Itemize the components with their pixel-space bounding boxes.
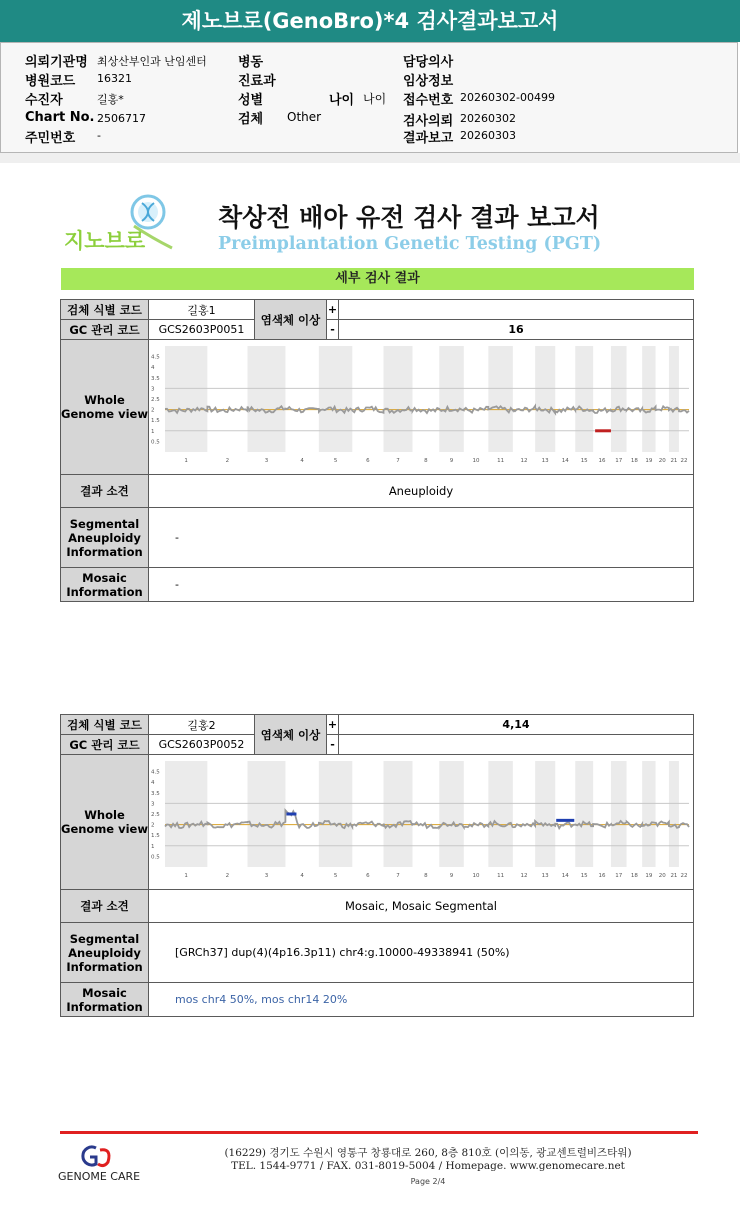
chromosome-band [535,346,555,452]
sample-result-table [60,714,694,1017]
x-tick-label: 18 [630,458,638,464]
institution-value: 최상산부인과 난임센터 [97,55,207,68]
sample-id-label: 검체 식별 코드 [61,300,149,320]
x-tick-label: 3 [264,458,269,464]
y-tick-label: 2 [151,822,155,829]
gain-value: 4,14 [339,715,694,735]
x-tick-label: 21 [670,873,678,879]
segmental-label: Segmental Aneuploidy Information [61,508,149,568]
gain-sign: + [327,715,339,735]
x-tick-label: 21 [670,458,678,464]
copy-number-trace [165,810,689,828]
chromosome-band [488,761,513,867]
x-tick-label: 20 [658,873,666,879]
age-value: 나이 [363,92,387,106]
patient-value: 길홍* [97,93,124,106]
sample-id-label: 검체 식별 코드 [61,715,149,735]
genobro-logo [62,192,182,262]
x-tick-label: 2 [225,873,230,879]
loss-value: 16 [339,320,694,340]
x-tick-label: 8 [424,873,428,879]
chromosome-band [669,761,679,867]
report-date-value: 20260303 [460,129,516,142]
x-tick-label: 19 [645,873,653,879]
ward-label: 병동 [238,55,264,70]
mosaic-value: mos chr4 50%, mos chr14 20% [149,983,694,1017]
y-tick-label: 0.5 [151,854,160,861]
x-tick-label: 16 [598,873,606,879]
specimen-value: Other [287,110,322,124]
chart-no-label: Chart No. [25,110,95,125]
mosaic-value: - [149,568,694,602]
segmental-label: Segmental Aneuploidy Information [61,923,149,983]
footer-address: (16229) 경기도 수원시 영통구 창룡대로 260, 8층 810호 (이의동, 광교센트럴비즈타워) [224,1147,632,1159]
chromosome-band [248,761,286,867]
x-tick-label: 5 [333,458,338,464]
report-date-label: 결과보고 [403,131,454,146]
gc-code-label: GC 관리 코드 [61,320,149,340]
x-tick-label: 9 [449,873,454,879]
x-tick-label: 8 [424,458,428,464]
result-value: Mosaic, Mosaic Segmental [149,890,694,923]
y-tick-label: 3 [151,386,155,393]
mosaic-label: Mosaic Information [61,983,149,1017]
y-tick-label: 0.5 [151,439,160,446]
x-tick-label: 11 [497,873,505,879]
chromosome-band [488,346,513,452]
mosaic-label: Mosaic Information [61,568,149,602]
patient-info-panel [0,42,738,153]
x-tick-label: 4 [300,458,304,464]
x-tick-label: 10 [472,458,480,464]
patient-label: 수진자 [25,93,63,108]
sample-id-value: 길홍2 [149,715,255,735]
logo-text: 지노브로 [64,229,146,253]
chromosome-band [611,346,627,452]
y-tick-label: 2.5 [151,397,160,403]
report-title-korean: 착상전 배아 유전 검사 결과 보고서 [218,203,600,232]
loss-sign: - [327,320,339,340]
sample-result-table [60,299,694,602]
request-value: 20260302 [460,112,516,125]
x-tick-label: 2 [225,458,230,464]
y-tick-label: 1.5 [151,833,160,840]
y-tick-label: 4.5 [151,769,160,776]
sample-id-value: 길홍1 [149,300,255,320]
y-tick-label: 4.5 [151,354,160,361]
x-tick-label: 13 [541,873,549,879]
y-tick-label: 2 [151,407,155,414]
y-tick-label: 2.5 [151,812,160,818]
doctor-label: 담당의사 [403,55,454,70]
x-tick-label: 14 [561,458,569,464]
receipt-value: 20260302-00499 [460,91,555,104]
x-tick-label: 7 [396,458,400,464]
x-tick-label: 6 [366,873,370,879]
chromosome-band [535,761,555,867]
whole-genome-plot [149,340,693,474]
loss-sign: - [327,735,339,755]
resident-label: 주민번호 [25,131,76,146]
y-tick-label: 4 [151,365,155,372]
clinical-label: 임상정보 [403,74,454,89]
x-tick-label: 19 [645,458,653,464]
x-tick-label: 9 [449,458,454,464]
chart-no-value: 2506717 [97,112,146,125]
x-tick-label: 17 [615,458,623,464]
specimen-label: 검체 [238,112,264,127]
x-tick-label: 12 [520,458,528,464]
y-tick-label: 1.5 [151,418,160,425]
y-tick-label: 1 [151,843,155,850]
x-tick-label: 15 [580,458,588,464]
x-tick-label: 6 [366,458,370,464]
page-number: Page 2/4 [410,1177,446,1186]
abnormal-label: 염색체 이상 [255,300,327,340]
chromosome-band [165,761,207,867]
loss-segment [595,429,611,432]
hospital-code-value: 16321 [97,72,132,85]
chromosome-band [248,346,286,452]
x-tick-label: 1 [184,873,188,879]
resident-value: - [97,129,101,142]
age-label: 나이 [329,93,355,108]
chromosome-band [575,346,593,452]
x-tick-label: 7 [396,873,400,879]
wgv-plot-cell [149,755,694,890]
hospital-code-label: 병원코드 [25,74,76,89]
chromosome-band [384,761,413,867]
chromosome-band [319,346,352,452]
wgv-plot-cell [149,340,694,475]
y-tick-label: 4 [151,780,155,787]
x-tick-label: 4 [300,873,304,879]
institution-label: 의뢰기관명 [25,55,88,70]
x-tick-label: 22 [680,458,688,464]
chromosome-band [642,761,655,867]
x-tick-label: 1 [184,458,188,464]
result-label: 결과 소견 [61,475,149,508]
gc-code-label: GC 관리 코드 [61,735,149,755]
y-tick-label: 3.5 [151,790,160,797]
x-tick-label: 10 [472,873,480,879]
chromosome-band [642,346,655,452]
sex-label: 성별 [238,93,264,108]
y-tick-label: 1 [151,428,155,435]
request-label: 검사의뢰 [403,114,454,129]
x-tick-label: 14 [561,873,569,879]
x-tick-label: 12 [520,873,528,879]
chromosome-band [669,346,679,452]
x-tick-label: 17 [615,873,623,879]
chromosome-band [319,761,352,867]
x-tick-label: 5 [333,873,338,879]
x-tick-label: 16 [598,458,606,464]
y-tick-label: 3.5 [151,375,160,382]
wgv-label: Whole Genome view [61,340,149,475]
gain-sign: + [327,300,339,320]
chromosome-band [439,761,464,867]
footer-contact: TEL. 1544-9771 / FAX. 031-8019-5004 / Homepage. www.genomecare.net [231,1160,625,1172]
logo-text: GENOME CARE [58,1170,141,1183]
result-value: Aneuploidy [149,475,694,508]
x-tick-label: 13 [541,458,549,464]
dept-label: 진료과 [238,74,276,89]
x-tick-label: 11 [497,458,505,464]
x-tick-label: 3 [264,873,269,879]
chromosome-band [575,761,593,867]
gain-segment [286,813,296,816]
chromosome-band [165,346,207,452]
wgv-label: Whole Genome view [61,755,149,890]
segmental-value: [GRCh37] dup(4)(4p16.3p11) chr4:g.10000-49338941 (50%) [149,923,694,983]
chromosome-band [439,346,464,452]
footer-divider [60,1131,698,1134]
x-tick-label: 18 [630,873,638,879]
gain-segment [556,819,574,822]
whole-genome-plot [149,755,693,889]
segmental-value: - [149,508,694,568]
y-tick-label: 3 [151,801,155,808]
x-tick-label: 20 [658,458,666,464]
gc-code-value: GCS2603P0051 [149,320,255,340]
result-label: 결과 소견 [61,890,149,923]
gc-code-value: GCS2603P0052 [149,735,255,755]
x-tick-label: 22 [680,873,688,879]
gain-value [339,300,694,320]
abnormal-label: 염색체 이상 [255,715,327,755]
section-title: 세부 검사 결과 [61,268,694,290]
section-separator [0,153,740,163]
loss-value [339,735,694,755]
chromosome-band [384,346,413,452]
x-tick-label: 15 [580,873,588,879]
report-header-title: 제노브로(GenoBro)*4 검사결과보고서 [0,0,740,42]
receipt-label: 접수번호 [403,93,454,108]
chromosome-band [611,761,627,867]
report-title-english: Preimplantation Genetic Testing (PGT) [218,234,602,254]
